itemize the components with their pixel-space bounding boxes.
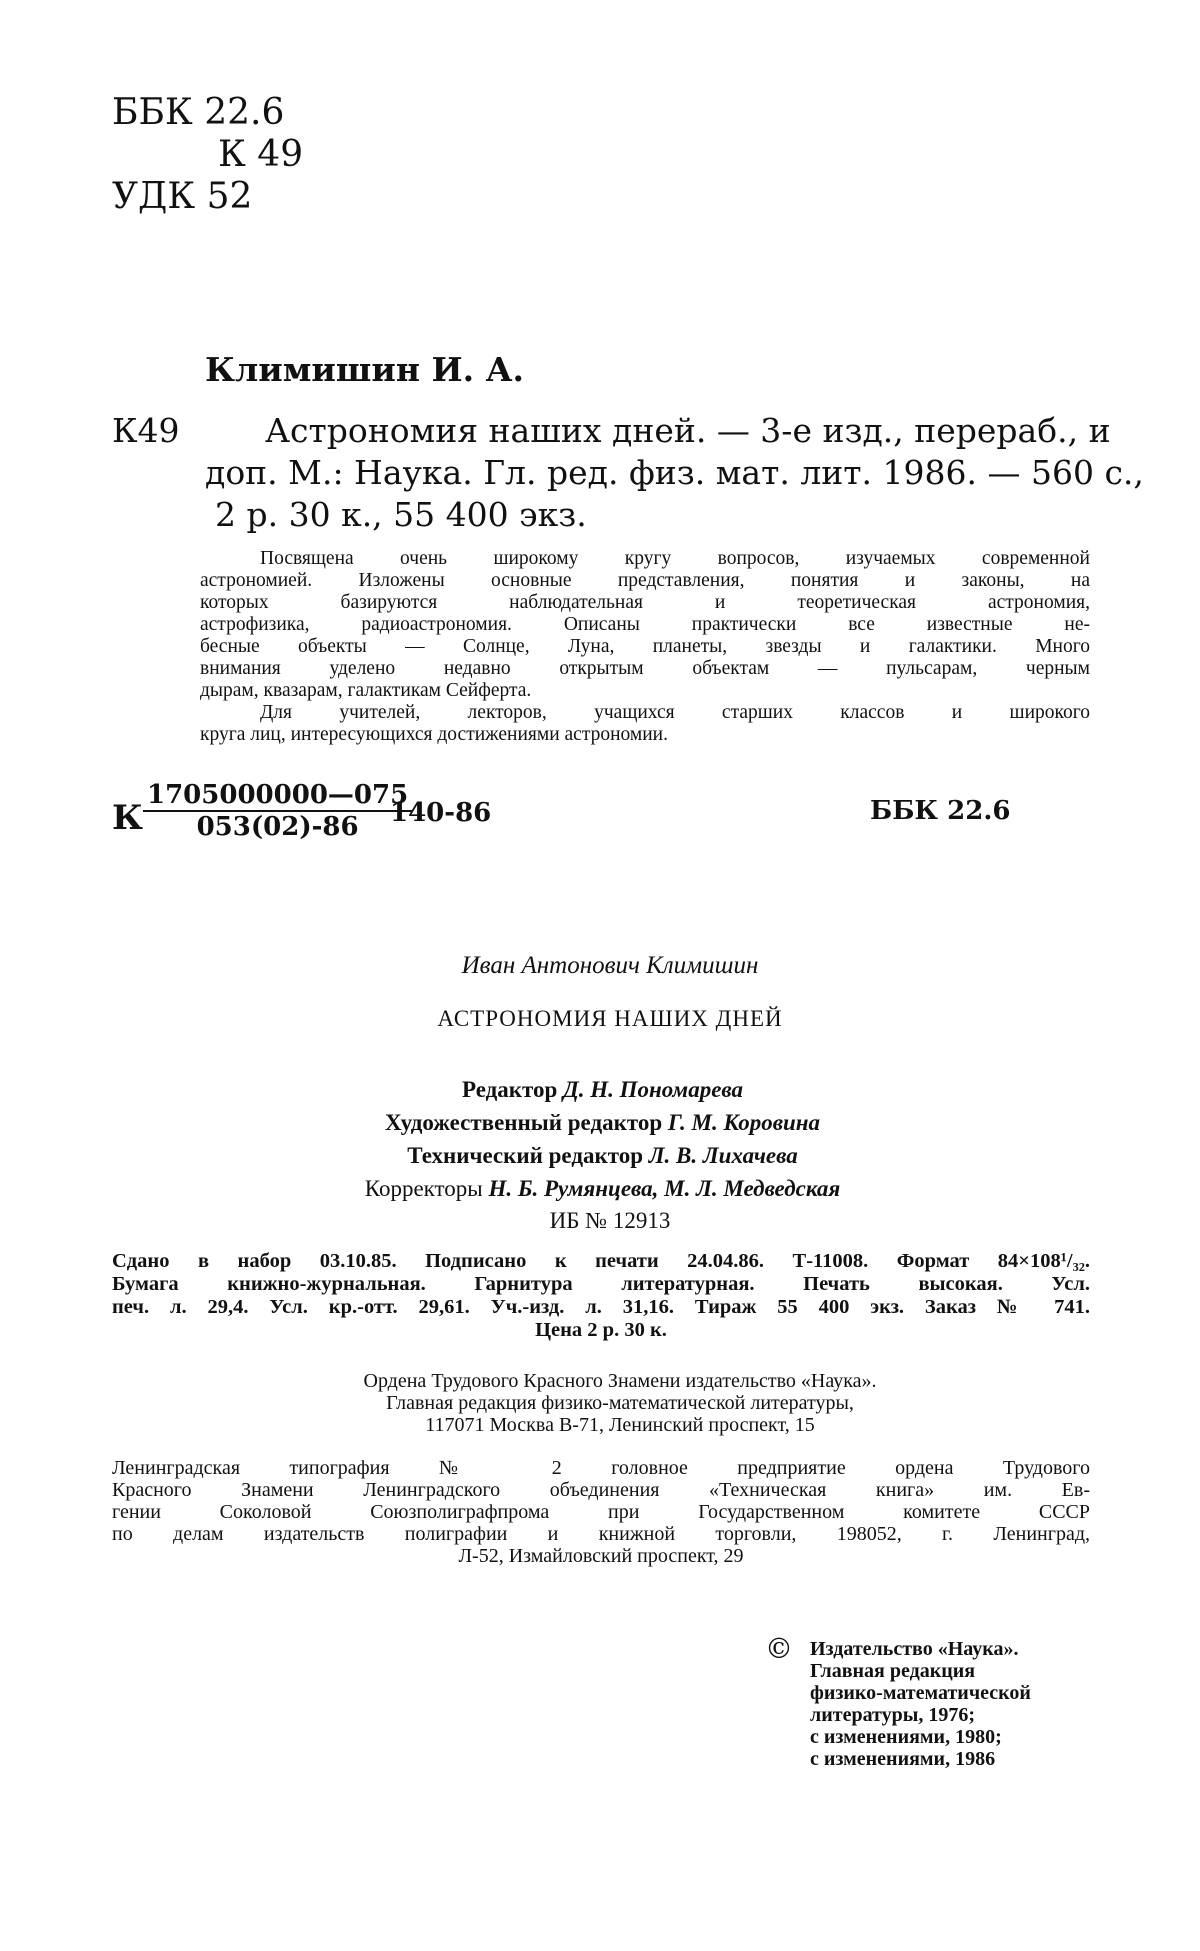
- imprint-author: Иван Антонович Климишин: [461, 952, 759, 979]
- catalog-number: 140-86: [390, 798, 492, 828]
- copyright-line: с изменениями, 1980;: [810, 1726, 1002, 1748]
- print-line: Сдано в набор 03.10.85. Подписано к печати 24.04.86. Т-11008. Формат 84×108¹/₃₂.: [112, 1250, 1090, 1272]
- printer-line: по делам издательств полиграфии и книжной торговли, 198052, г. Ленинград,: [112, 1523, 1090, 1545]
- biblio-entry: [205, 410, 1144, 536]
- annotation-line: бесные объекты — Солнце, Луна, планеты, звезды и галактики. Много: [200, 636, 1090, 657]
- catalog-fraction: [143, 780, 412, 842]
- annotation-line: которых базируются наблюдательная и теоретическая астрономия,: [200, 592, 1090, 613]
- ib-number: ИБ № 12913: [549, 1208, 671, 1233]
- editor-name: Д. Н. Пономарева: [563, 1077, 744, 1102]
- copyright-line: Издательство «Наука».: [810, 1638, 1019, 1660]
- editor-line: [0, 1139, 1200, 1172]
- editor-name: Г. М. Коровина: [667, 1110, 821, 1135]
- annotation-line: дырам, квазарам, галактикам Сейферта.: [200, 680, 532, 701]
- annotation-line: внимания уделено недавно открытым объектам — пульсарам, черным: [200, 658, 1090, 679]
- copyright-line: литературы, 1976;: [810, 1704, 976, 1726]
- copyright-block: [810, 1638, 1031, 1770]
- ib-number-row: [0, 1208, 1200, 1234]
- copyright-line: физико-математической: [810, 1682, 1031, 1704]
- editor-role: Художественный редактор: [384, 1110, 663, 1135]
- publisher-block: [0, 1370, 1200, 1436]
- print-line: Бумага книжно-журнальная. Гарнитура литературная. Печать высокая. Усл.: [112, 1273, 1090, 1295]
- catalog-bbk: ББК 22.6: [870, 796, 1011, 826]
- print-line: печ. л. 29,4. Усл. кр.-отт. 29,61. Уч.-изд. л. 31,16. Тираж 55 400 экз. Заказ № 741.: [112, 1296, 1090, 1318]
- author-heading: Климишин И. А.: [205, 350, 525, 389]
- editor-name: Н. Б. Румянцева, М. Л. Медведская: [488, 1176, 841, 1201]
- bbk-code: ББК 22.6: [112, 92, 285, 133]
- printer-line: Красного Знамени Ленинградского объединения «Техническая книга» им. Ев-: [112, 1479, 1090, 1501]
- editor-role: Редактор: [461, 1077, 558, 1102]
- copyright-symbol: ©: [765, 1632, 793, 1665]
- editor-role: Технический редактор: [407, 1143, 644, 1168]
- annotation: [200, 548, 1090, 746]
- editor-role: Корректоры: [364, 1176, 483, 1201]
- catalog-numerator: 1705000000—075: [143, 780, 412, 812]
- printer-line: гении Соколовой Союзполиграфпрома при Государственном комитете СССР: [112, 1501, 1090, 1523]
- publisher-line: 117071 Москва В-71, Ленинский проспект, 15: [425, 1414, 815, 1436]
- editor-line: [0, 1073, 1200, 1106]
- imprint-title: АСТРОНОМИЯ НАШИХ ДНЕЙ: [437, 1006, 783, 1031]
- imprint-author-row: [0, 952, 1200, 980]
- catalog-letter: К: [112, 798, 143, 838]
- editors-block: [0, 1073, 1200, 1205]
- price: Цена 2 р. 30 к.: [535, 1319, 667, 1341]
- annotation-line: астрономией. Изложены основные представления, понятия и законы, на: [200, 570, 1090, 591]
- catalog-denominator: 053(02)-86: [196, 812, 359, 842]
- printer-block: [112, 1457, 1090, 1567]
- publisher-line: Ордена Трудового Красного Знамени издательство «Наука».: [363, 1370, 877, 1392]
- editor-line: [0, 1106, 1200, 1139]
- editor-name: Л. В. Лихачева: [648, 1143, 798, 1168]
- udk-code: УДК 52: [112, 176, 253, 217]
- printer-line: Ленинградская типография № 2 головное предприятие ордена Трудового: [112, 1457, 1090, 1479]
- biblio-line: 2 р. 30 к., 55 400 экз.: [215, 495, 587, 534]
- annotation-line: Посвящена очень широкому кругу вопросов, изучаемых современной: [260, 548, 1090, 569]
- annotation-line: астрофизика, радиоастрономия. Описаны практически все известные не-: [200, 614, 1090, 635]
- biblio-line: доп. М.: Наука. Гл. ред. физ. мат. лит. 1986. — 560 с.,: [205, 453, 1144, 492]
- publisher-line: Главная редакция физико-математической литературы,: [386, 1392, 854, 1414]
- author-code: К 49: [218, 134, 304, 175]
- biblio-line: Астрономия наших дней. — 3-е изд., перераб., и: [265, 411, 1111, 450]
- audience-line: Для учителей, лекторов, учащихся старших классов и широкого: [260, 702, 1090, 723]
- print-details: [112, 1250, 1090, 1342]
- biblio-code: К49: [112, 411, 180, 450]
- editor-line: [0, 1172, 1200, 1205]
- imprint-title-row: [0, 1006, 1200, 1032]
- printer-line: Л-52, Измайловский проспект, 29: [458, 1545, 744, 1567]
- copyright-line: Главная редакция: [810, 1660, 976, 1682]
- audience-line: круга лиц, интересующихся достижениями астрономии.: [200, 724, 668, 745]
- copyright-line: с изменениями, 1986: [810, 1748, 996, 1770]
